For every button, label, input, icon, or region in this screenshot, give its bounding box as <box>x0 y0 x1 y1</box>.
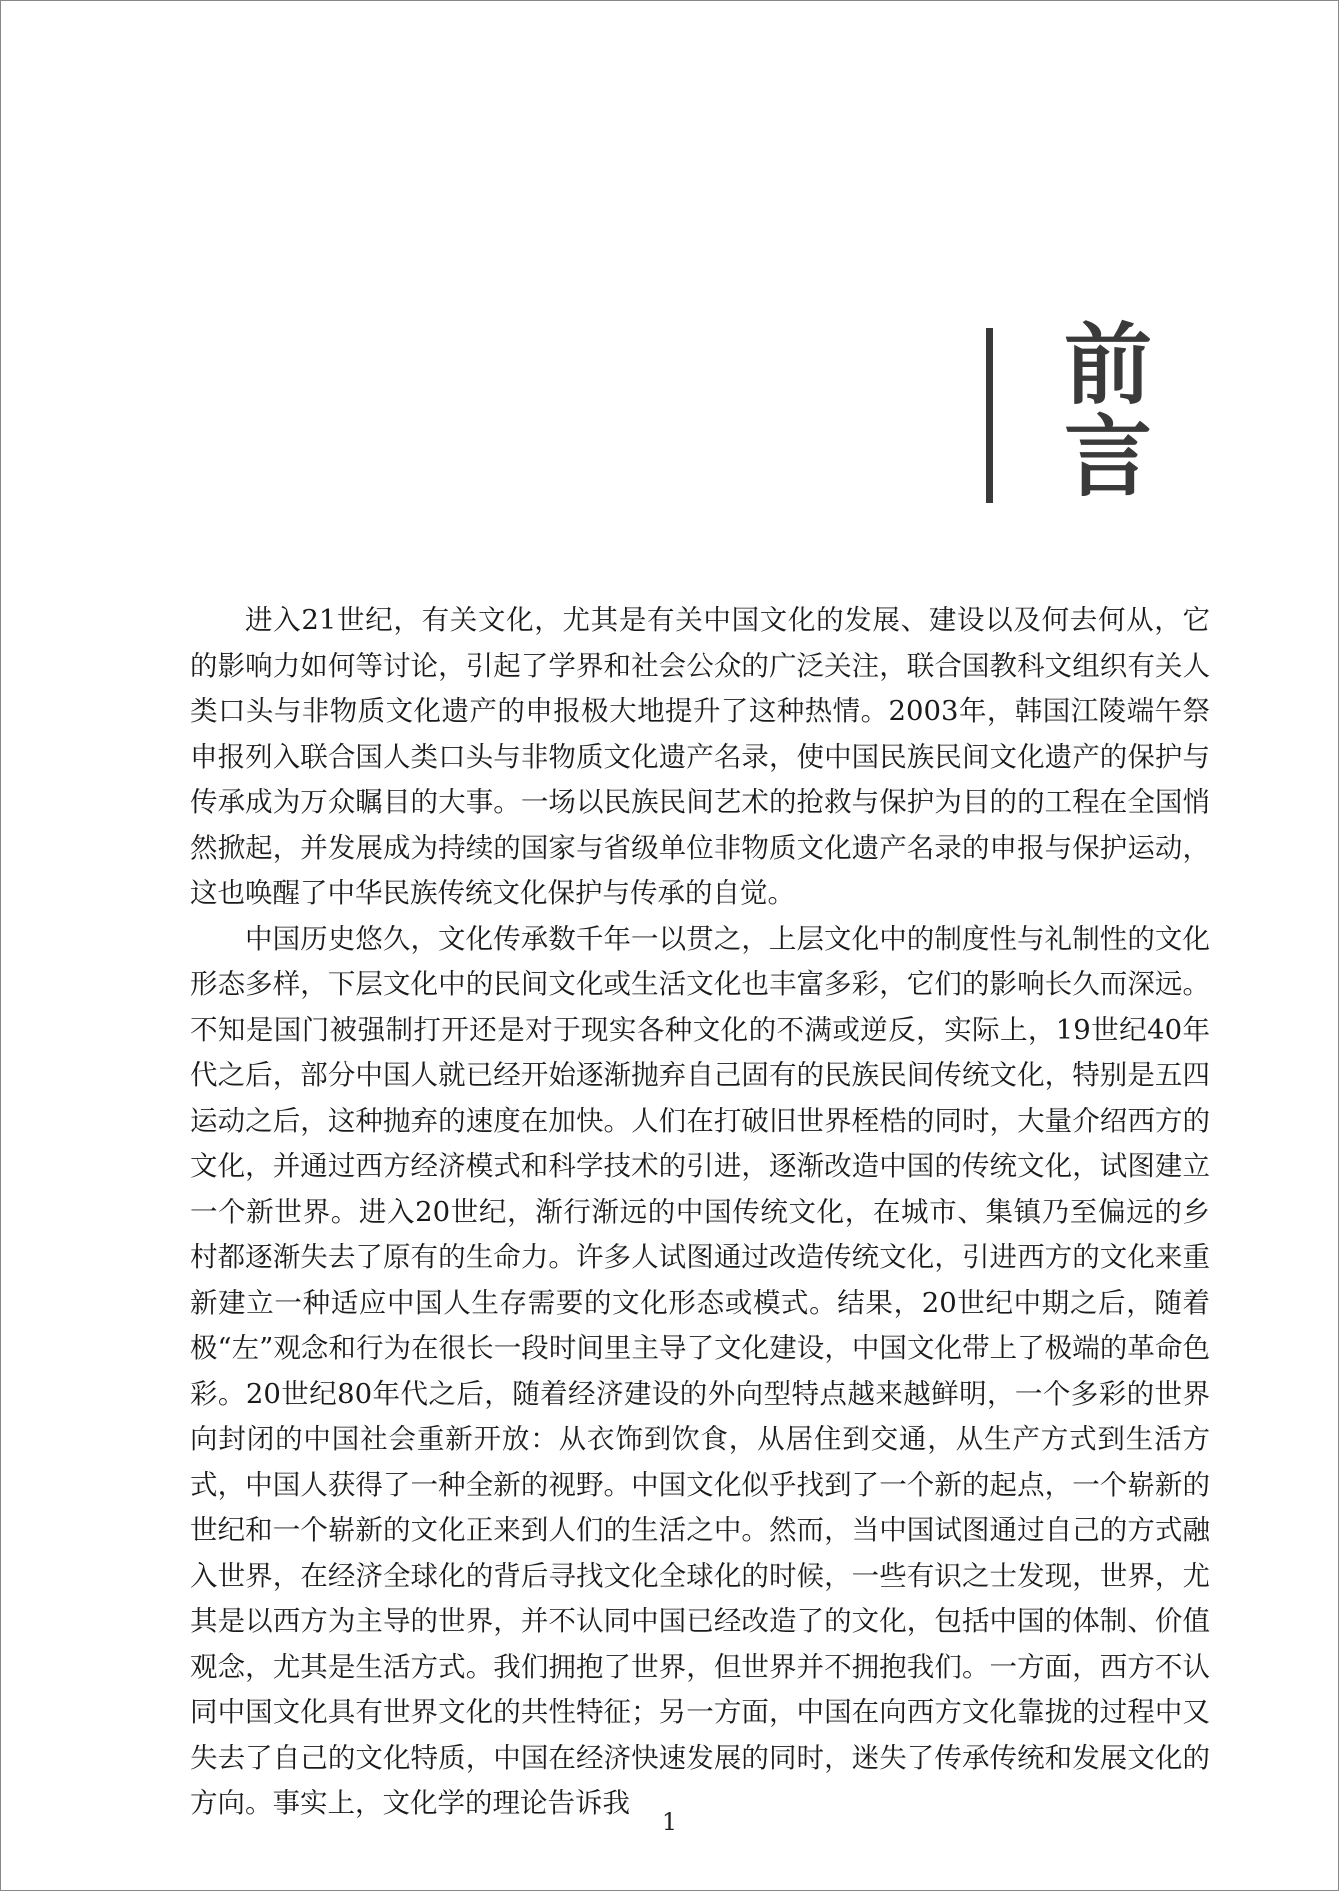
paragraph-1: 进入21世纪，有关文化，尤其是有关中国文化的发展、建设以及何去何从，它的影响力如何等讨论，引起了学界和社会公众的广泛关注，联合国教科文组织有关人类口头与非物质文化遗产的申报极大地提升了这种热情。2003年，韩国江陵端午祭申报列入联合国人类口头与非物质文化遗产名录，使中国民族民间文化遗产的保护与传承成为万众瞩目的大事。一场以民族民间艺术的抢救与保护为目的的工程在全国悄然掀起，并发展成为持续的国家与省级单位非物质文化遗产名录的申报与保护运动，这也唤醒了中华民族传统文化保护与传承的自觉。 <box>190 604 1210 909</box>
page-title: 前言 <box>1050 318 1153 502</box>
body-text <box>190 598 1210 1827</box>
paragraph-2: 中国历史悠久，文化传承数千年一以贯之，上层文化中的制度性与礼制性的文化形态多样，下层文化中的民间文化或生活文化也丰富多彩，它们的影响长久而深远。不知是国门被强制打开还是对于现实各种文化的不满或逆反，实际上，19世纪40年代之后，部分中国人就已经开始逐渐抛弃自己固有的民族民间传统文化，特别是五四运动之后，这种抛弃的速度在加快。人们在打破旧世界桎梏的同时，大量介绍西方的文化，并通过西方经济模式和科学技术的引进，逐渐改造中国的传统文化，试图建立一个新世界。进入20世纪，渐行渐远的中国传统文化，在城市、集镇乃至偏远的乡村都逐渐失去了原有的生命力。许多人试图通过改造传统文化，引进西方的文化来重新建立一种适应中国人生存需要的文化形态或模式。结果，20世纪中期之后，随着极“左”观念和行为在很长一段时间里主导了文化建设，中国文化带上了极端的革命色彩。20世纪80年代之后，随着经济建设的外向型特点越来越鲜明，一个多彩的世界向封闭的中国社会重新开放：从衣饰到饮食，从居住到交通，从生产方式到生活方式，中国人获得了一种全新的视野。中国文化似乎找到了一个新的起点，一个崭新的世纪和一个崭新的文化正来到人们的生活之中。然而，当中国试图通过自己的方式融入世界，在经济全球化的背后寻找文化全球化的时候，一些有识之士发现，世界，尤其是以西方为主导的世界，并不认同中国已经改造了的文化，包括中国的体制、价值观念，尤其是生活方式。我们拥抱了世界，但世界并不拥抱我们。一方面，西方不认同中国文化具有世界文化的共性特征；另一方面，中国在向西方文化靠拢的过程中又失去了自己的文化特质，中国在经济快速发展的同时，迷失了传承传统和发展文化的方向。事实上，文化学的理论告诉我 <box>190 922 1210 1819</box>
page-number: 1 <box>661 1808 678 1836</box>
title-vertical-rule <box>986 328 993 503</box>
